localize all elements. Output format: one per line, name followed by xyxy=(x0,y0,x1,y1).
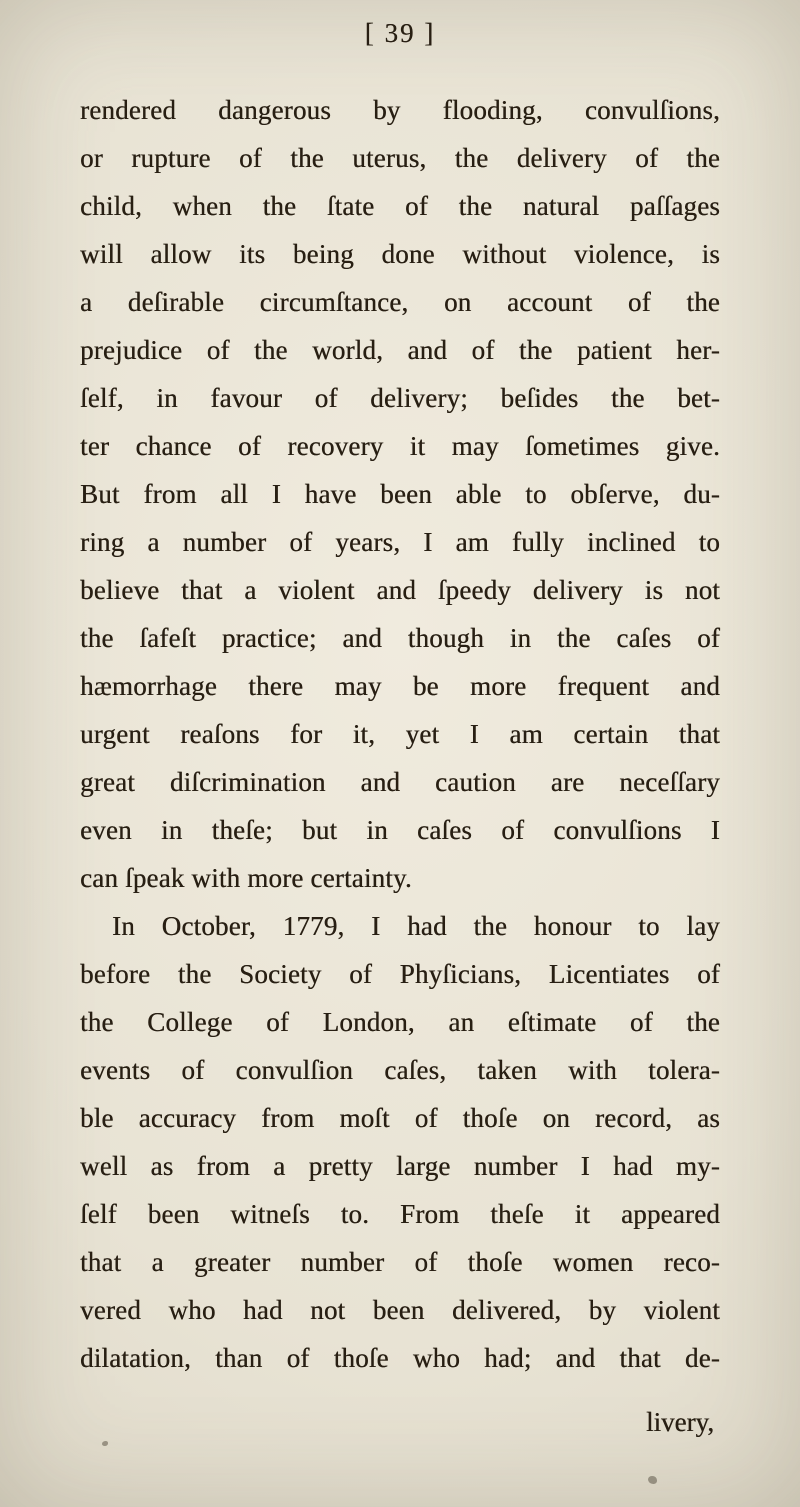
text-line: a deſirable circumſtance, on account of the xyxy=(80,287,720,317)
text-line: events of convulſion caſes, taken with tolera- xyxy=(80,1055,720,1085)
text-line: even in theſe; but in caſes of convulſions I xyxy=(80,815,720,845)
text-line: In October, 1779, I had the honour to lay xyxy=(112,911,720,941)
text-line: prejudice of the world, and of the patient her- xyxy=(80,335,720,365)
text-line: will allow its being done without violence, is xyxy=(80,239,720,269)
text-line: that a greater number of thoſe women reco- xyxy=(80,1247,720,1277)
text-line: ſelf, in favour of delivery; beſides the bet- xyxy=(80,383,720,413)
text-line: rendered dangerous by flooding, convulſions, xyxy=(80,95,720,125)
text-block xyxy=(80,86,720,1382)
text-line: ring a number of years, I am fully inclined to xyxy=(80,527,720,557)
text-line: urgent reaſons for it, yet I am certain that xyxy=(80,719,720,749)
text-line: great diſcrimination and caution are neceſſary xyxy=(80,767,720,797)
paragraph-1 xyxy=(80,86,720,902)
catchword: livery, xyxy=(646,1407,714,1437)
text-line: believe that a violent and ſpeedy delivery is not xyxy=(80,575,720,605)
text-line: hæmorrhage there may be more frequent and xyxy=(80,671,720,701)
text-line: or rupture of the uterus, the delivery of the xyxy=(80,143,720,173)
text-line: dilatation, than of thoſe who had; and that de- xyxy=(80,1343,720,1373)
text-line: ſelf been witneſs to. From theſe it appeared xyxy=(80,1199,720,1229)
text-line: the ſafeſt practice; and though in the caſes of xyxy=(80,623,720,653)
text-line: the College of London, an eſtimate of the xyxy=(80,1007,720,1037)
text-line: ble accuracy from moſt of thoſe on record, as xyxy=(80,1103,720,1133)
ink-speck xyxy=(102,1441,108,1446)
text-line: can ſpeak with more certainty. xyxy=(80,863,412,893)
text-line: ter chance of recovery it may ſometimes give. xyxy=(80,431,720,461)
text-line: well as from a pretty large number I had my- xyxy=(80,1151,720,1181)
page-number-header: [ 39 ] xyxy=(364,18,436,48)
paragraph-2 xyxy=(80,902,720,1382)
ink-speck xyxy=(648,1476,657,1484)
text-line: vered who had not been delivered, by violent xyxy=(80,1295,720,1325)
text-line: before the Society of Phyſicians, Licentiates of xyxy=(80,959,720,989)
text-line: But from all I have been able to obſerve, du- xyxy=(80,479,720,509)
text-line: child, when the ſtate of the natural paſſages xyxy=(80,191,720,221)
